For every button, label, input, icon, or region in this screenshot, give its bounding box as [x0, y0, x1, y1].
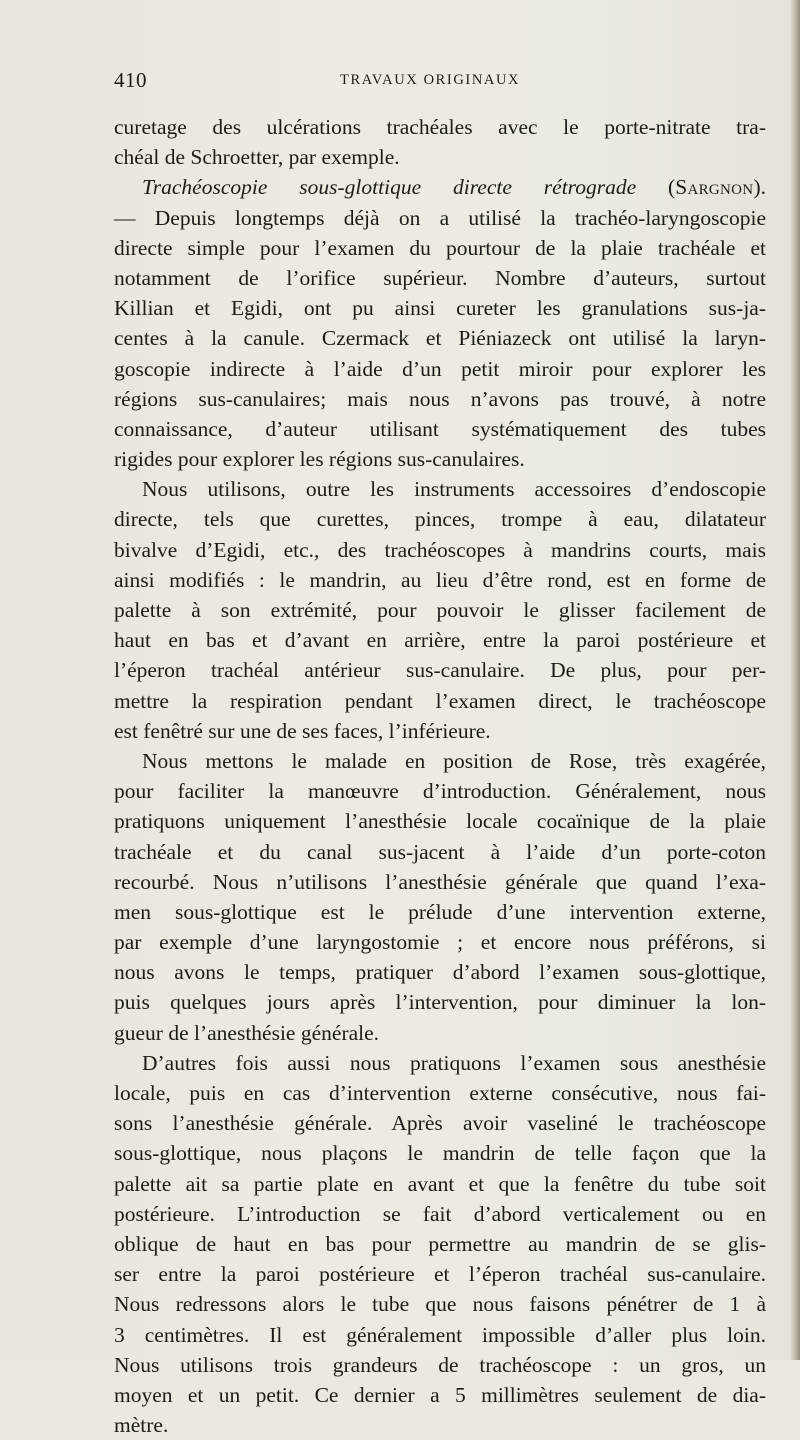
text-line: trachéale et du canal sus-jacent à l’aide d’un porte-coton	[114, 839, 766, 864]
text-line: par exemple d’une laryngostomie ; et encore nous préférons, si	[114, 930, 766, 955]
text-line: moyen et un petit. Ce dernier a 5 millimètres seulement de dia-	[114, 1382, 766, 1407]
running-head	[114, 68, 766, 96]
text-line: sous-glottique, nous plaçons le mandrin de telle façon que la	[114, 1141, 766, 1166]
text-line: notamment de l’orifice supérieur. Nombre d’auteurs, surtout	[114, 265, 766, 290]
text-line: — Depuis longtemps déjà on a utilisé la trachéo-laryngoscopie	[114, 205, 766, 230]
text-line: mètre.	[114, 1413, 169, 1438]
text-line: rigides pour explorer les régions sus-canulaires.	[114, 447, 525, 472]
running-title: TRAVAUX ORIGINAUX	[340, 72, 521, 88]
text-line: recourbé. Nous n’utilisons l’anesthésie générale que quand l’exa-	[114, 869, 766, 894]
text-line: directe simple pour l’examen du pourtour de la plaie trachéale et	[114, 235, 766, 260]
text-line: puis quelques jours après l’intervention, pour diminuer la lon-	[114, 990, 766, 1015]
text-line: Nous mettons le malade en position de Rose, très exagérée,	[142, 748, 766, 773]
text-line: connaissance, d’auteur utilisant systématiquement des tubes	[114, 416, 766, 441]
page-edge-shadow	[790, 0, 800, 1360]
text-line: 3 centimètres. Il est généralement impossible d’aller plus loin.	[114, 1322, 766, 1347]
heading-open-paren: (	[636, 175, 676, 200]
text-line: ser entre la paroi postérieure et l’éperon trachéal sus-canulaire.	[114, 1262, 766, 1287]
text-line: ainsi modifiés : le mandrin, au lieu d’être rond, est en forme de	[114, 567, 766, 592]
text-line: mettre la respiration pendant l’examen direct, le trachéoscope	[114, 688, 766, 713]
text-line: régions sus-canulaires; mais nous n’avons pas trouvé, à notre	[114, 386, 766, 411]
section-heading-line	[114, 172, 766, 202]
text-line: Killian et Egidi, ont pu ainsi cureter les granulations sus-ja-	[114, 296, 766, 321]
text-line: directe, tels que curettes, pinces, trompe à eau, dilatateur	[114, 507, 766, 532]
heading-author: Sargnon	[675, 175, 754, 200]
text-line: pour faciliter la manœuvre d’introduction. Généralement, nous	[114, 779, 766, 804]
text-line: men sous-glottique est le prélude d’une intervention externe,	[114, 899, 766, 924]
text-line: curetage des ulcérations trachéales avec le porte-nitrate tra-	[114, 115, 766, 139]
text-line: palette à son extrémité, pour pouvoir le glisser facilement de	[114, 598, 766, 622]
heading-close: ).	[753, 175, 766, 200]
text-line: palette ait sa partie plate en avant et que la fenêtre du tube soit	[114, 1171, 766, 1196]
text-line: oblique de haut en bas pour permettre au mandrin de se glis-	[114, 1231, 766, 1256]
text-line: l’éperon trachéal antérieur sus-canulaire. De plus, pour per-	[114, 658, 766, 683]
text-line: gueur de l’anesthésie générale.	[114, 1020, 380, 1045]
text-line: Nous redressons alors le tube que nous faisons pénétrer de 1 à	[114, 1292, 766, 1317]
text-line: est fenêtré sur une de ses faces, l’inférieure.	[114, 718, 491, 743]
text-line: D’autres fois aussi nous pratiquons l’examen sous anesthésie	[142, 1050, 766, 1075]
text-line: centes à la canule. Czermack et Piéniazeck ont utilisé la laryn-	[114, 326, 766, 351]
page-number: 410	[114, 68, 147, 92]
text-line: nous avons le temps, pratiquer d’abord l’examen sous-glottique,	[114, 960, 766, 985]
text-line: sons l’anesthésie générale. Après avoir vaseliné le trachéoscope	[114, 1111, 766, 1136]
text-line: postérieure. L’introduction se fait d’abord verticalement ou en	[114, 1201, 766, 1226]
body-text	[114, 112, 766, 1440]
text-line: Nous utilisons trois grandeurs de trachéoscope : un gros, un	[114, 1352, 766, 1377]
text-line: pratiquons uniquement l’anesthésie locale cocaïnique de la plaie	[114, 809, 766, 834]
text-line: locale, puis en cas d’intervention externe consécutive, nous fai-	[114, 1081, 766, 1105]
text-line: goscopie indirecte à l’aide d’un petit miroir pour explorer les	[114, 356, 766, 381]
text-line: bivalve d’Egidi, etc., des trachéoscopes à mandrins courts, mais	[114, 537, 766, 562]
text-line: chéal de Schroetter, par exemple.	[114, 145, 400, 170]
section-heading: Trachéoscopie sous-glottique directe rétrograde	[142, 175, 637, 200]
text-line: Nous utilisons, outre les instruments accessoires d’endoscopie	[142, 477, 766, 502]
text-line: haut en bas et d’avant en arrière, entre la paroi postérieure et	[114, 628, 766, 653]
